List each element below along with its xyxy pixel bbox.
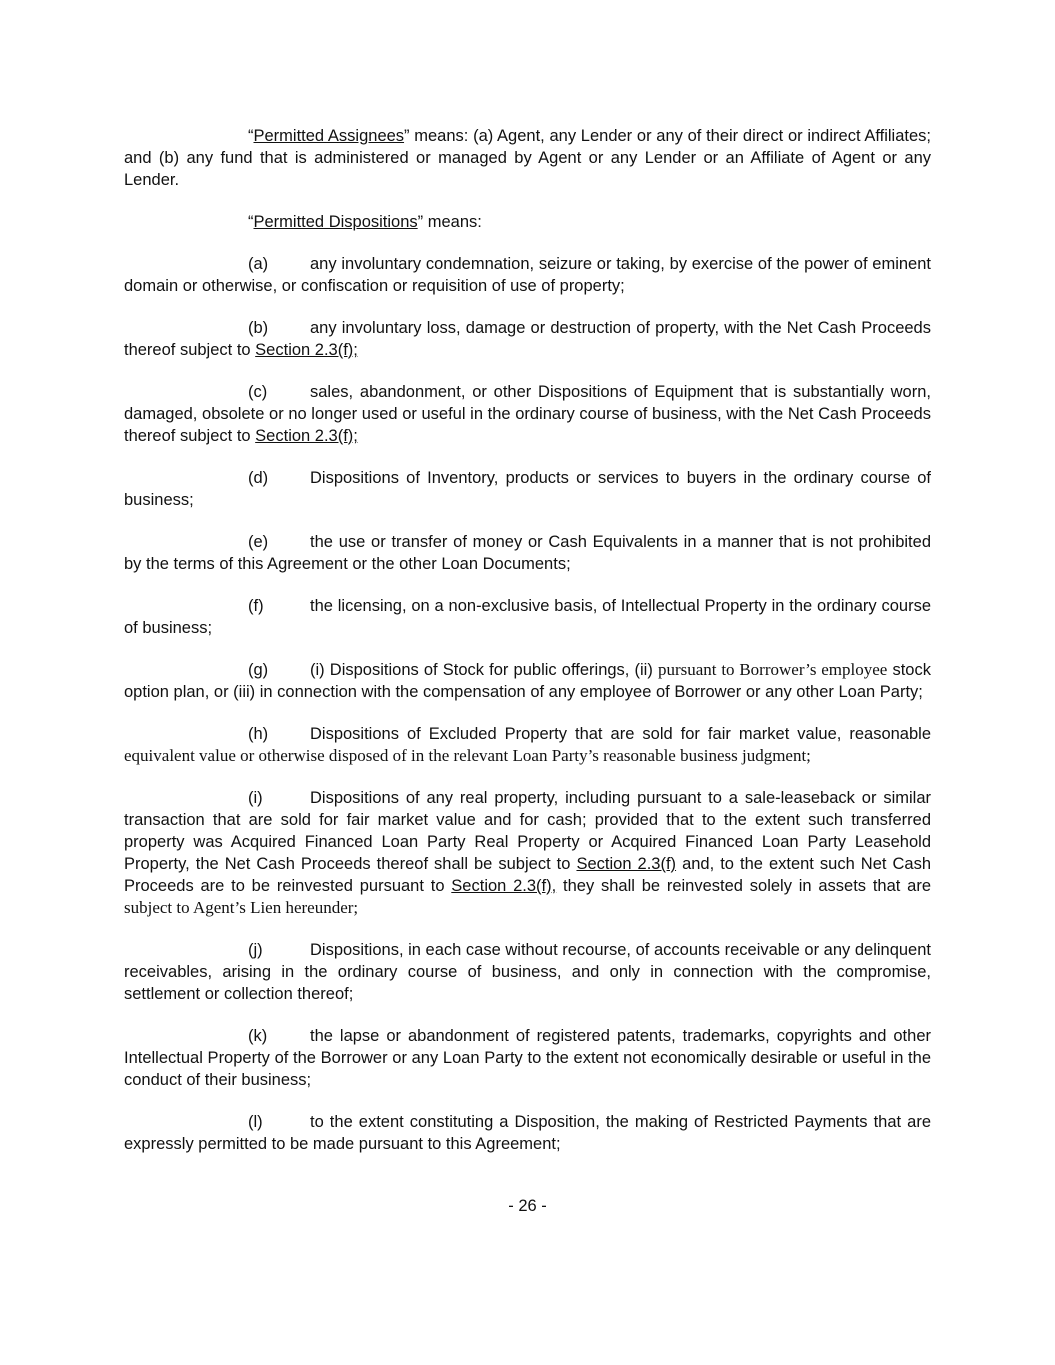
clause-a: [124, 253, 931, 297]
definition-text: ” means: (a) Agent, any Lender or any of their direct or indirect Affiliates; and (b) any fund that is administered or managed by Agent or any Lender or an Affiliate of Agent or any Lender.: [124, 127, 931, 189]
clause-h: [124, 723, 931, 767]
clause-text: Dispositions of Excluded Property that are sold for fair market value, reasonable: [310, 725, 931, 743]
clause-label: (d): [248, 469, 269, 487]
section-reference: Section 2.3(f);: [255, 427, 358, 445]
clause-label: (h): [248, 725, 269, 743]
defined-term: Permitted Assignees: [253, 127, 405, 145]
clause-f: [124, 595, 931, 639]
clause-text: Dispositions of any real property, including pursuant to a sale-leaseback or similar transaction that are sold for fair market value and for cash; provided that to the extent such transferred property was Acquired Financed Loan Party Real Property or Acquired Financed Loan Party Leasehold Property, the Net Cash Proceeds thereof shall be subject to: [124, 789, 931, 873]
clause-label: (k): [248, 1027, 268, 1045]
clause-text: any involuntary loss, damage or destruction of property, with the Net Cash Proceeds thereof subject to: [124, 319, 931, 359]
clause-text: they shall be reinvested solely in assets that are: [556, 877, 931, 895]
section-reference: Section 2.3(f),: [451, 877, 557, 895]
clause-label: (a): [248, 255, 269, 273]
clause-label: (e): [248, 533, 269, 551]
clause-l: [124, 1111, 931, 1155]
clause-text: Dispositions of Inventory, products or services to buyers in the ordinary course of business;: [124, 469, 931, 509]
open-quote: “: [248, 213, 254, 231]
defined-term: Permitted Dispositions: [253, 213, 418, 231]
section-reference: Section 2.3(f);: [255, 341, 358, 359]
clause-text-serif: pursuant to Borrower’s employee: [657, 660, 888, 679]
section-reference: Section 2.3(f): [576, 855, 677, 873]
clause-text: stock option plan, or (iii) in connection with the compensation of any employee of Borrower or any other Loan Party;: [124, 661, 931, 701]
clause-text: the lapse or abandonment of registered patents, trademarks, copyrights and other Intellectual Property of the Borrower or any Loan Party to the extent not economically desirable or useful in the conduct of their business;: [124, 1027, 931, 1089]
clause-b: [124, 317, 931, 361]
clause-label: (g): [248, 661, 269, 679]
clause-c: [124, 381, 931, 447]
clause-g: [124, 659, 931, 703]
clause-text: any involuntary condemnation, seizure or taking, by exercise of the power of eminent domain or otherwise, or confiscation or requisition of use of property;: [124, 255, 931, 295]
clause-text: and, to the extent such Net Cash Proceeds are to be reinvested pursuant to: [124, 855, 931, 895]
document-body: [124, 125, 931, 1175]
definition-text: ” means:: [417, 213, 482, 231]
definition-permitted-assignees: [124, 125, 931, 191]
clause-text: the licensing, on a non-exclusive basis, of Intellectual Property in the ordinary course of business;: [124, 597, 931, 637]
clause-k: [124, 1025, 931, 1091]
clause-label: (f): [248, 597, 264, 615]
clause-d: [124, 467, 931, 511]
clause-text-serif: subject to Agent’s Lien hereunder;: [124, 898, 359, 917]
clause-label: (i): [248, 789, 263, 807]
clause-text: Dispositions, in each case without recourse, of accounts receivable or any delinquent receivables, arising in the ordinary course of business, and only in connection with the compromise, settlement or collection thereof;: [124, 941, 931, 1003]
clause-text: (i) Dispositions of Stock for public offerings, (ii): [310, 661, 658, 679]
clause-text: to the extent constituting a Disposition, the making of Restricted Payments that are expressly permitted to be made pursuant to this Agreement;: [124, 1113, 931, 1153]
definition-permitted-dispositions: [124, 211, 931, 233]
clause-j: [124, 939, 931, 1005]
clause-label: (l): [248, 1113, 263, 1131]
clause-label: (b): [248, 319, 269, 337]
clause-label: (j): [248, 941, 263, 959]
clause-e: [124, 531, 931, 575]
page-number: - 26 -: [508, 1197, 547, 1215]
clause-label: (c): [248, 383, 268, 401]
clause-text: sales, abandonment, or other Dispositions of Equipment that is substantially worn, damaged, obsolete or no longer used or useful in the ordinary course of business, with the Net Cash Proceeds thereof subject to: [124, 383, 931, 445]
open-quote: “: [248, 127, 254, 145]
clause-i: [124, 787, 931, 919]
clause-text: the use or transfer of money or Cash Equivalents in a manner that is not prohibited by the terms of this Agreement or the other Loan Documents;: [124, 533, 931, 573]
clause-text-serif: equivalent value or otherwise disposed of in the relevant Loan Party’s reasonable business judgment;: [124, 746, 811, 765]
